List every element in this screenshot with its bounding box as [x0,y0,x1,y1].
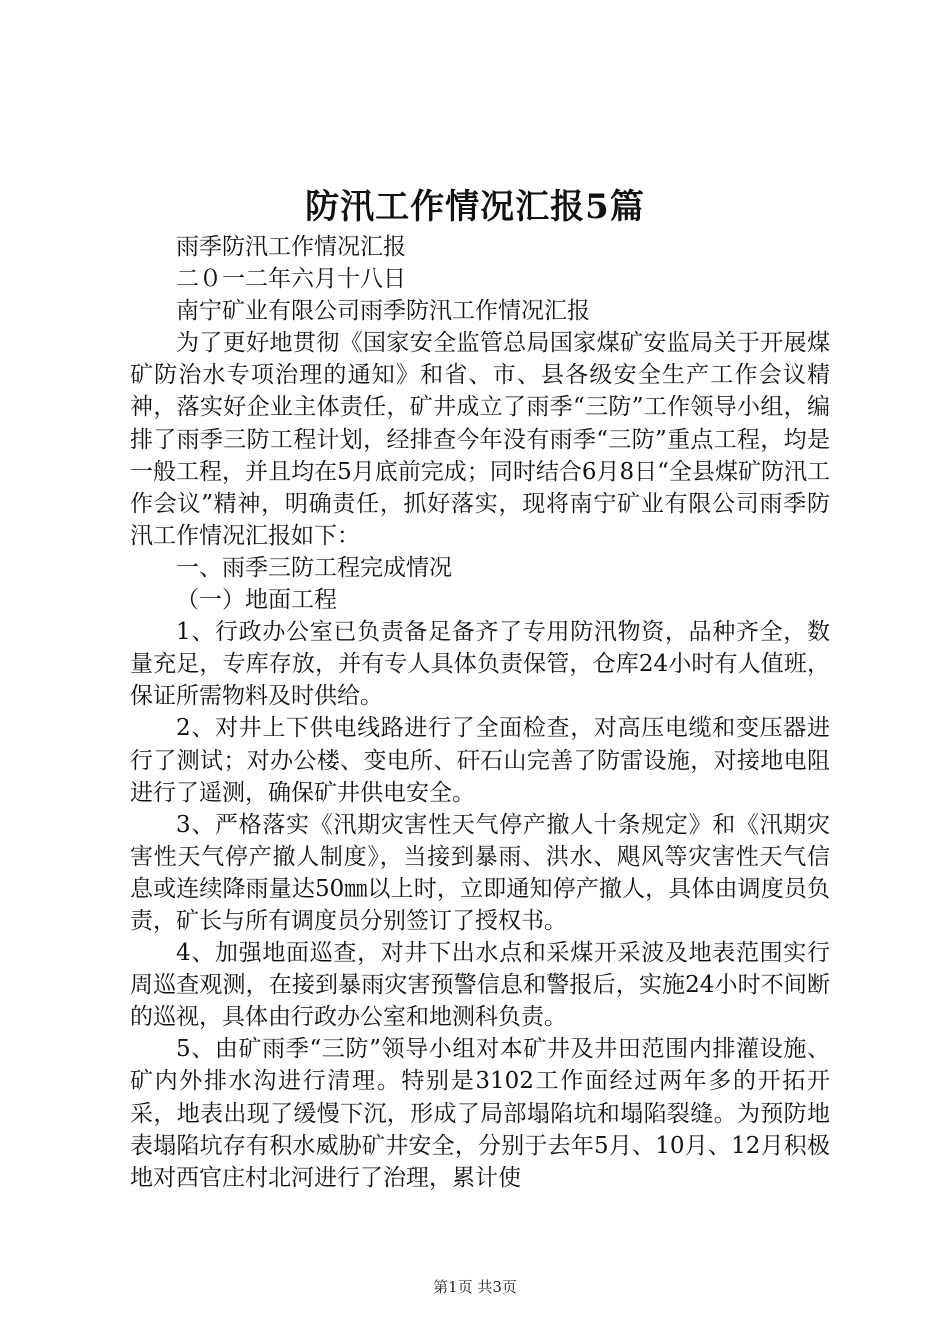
document-body [130,231,830,1194]
paragraph-item-4: 4、加强地面巡查，对井下出水点和采煤开采波及地表范围实行周巡查观测，在接到暴雨灾害预警信息和警报后，实施24小时不间断的巡视，具体由行政办公室和地测科负责。 [130,940,830,1031]
page-number-footer: 第1页 共3页 [433,1278,517,1296]
paragraph-intro: 为了更好地贯彻《国家安全监管总局国家煤矿安监局关于开展煤矿防治水专项治理的通知》和省、市、县各级安全生产工作会议精神，落实好企业主体责任，矿井成立了雨季“三防”工作领导小组，编排了雨季三防工程计划，经排查今年没有雨季“三防”重点工程，均是一般工程，并且均在5月底前完成；同时结合6月8日“全县煤矿防汛工作会议”精神，明确责任，抓好落实，现将南宁矿业有限公司雨季防汛工作情况汇报如下： [130,330,830,549]
paragraph-report-heading: 南宁矿业有限公司雨季防汛工作情况汇报 [176,298,590,325]
subsection-heading-1: （一）地面工程 [176,587,337,614]
paragraph-item-1: 1、行政办公室已负责备足备齐了专用防汛物资，品种齐全，数量充足，专库存放，并有专人具体负责保管，仓库24小时有人值班，保证所需物料及时供给。 [130,619,830,710]
section-heading-1: 一、雨季三防工程完成情况 [176,554,452,581]
paragraph-subtitle: 雨季防汛工作情况汇报 [176,234,406,260]
paragraph-date: 二０一二年六月十八日 [176,266,406,293]
paragraph-item-3: 3、严格落实《汛期灾害性天气停产撤人十条规定》和《汛期灾害性天气停产撤人制度》，当接到暴雨、洪水、飓风等灾害性天气信息或连续降雨量达50㎜以上时，立即通知停产撤人，具体由调度员负责，矿长与所有调度员分别签订了授权书。 [130,811,830,934]
document-title: 防汛工作情况汇报5篇 [305,187,645,227]
paragraph-item-5: 5、由矿雨季“三防”领导小组对本矿井及井田范围内排灌设施、矿内外排水沟进行清理。特别是3102工作面经过两年多的开拓开采，地表出现了缓慢下沉，形成了局部塌陷坑和塌陷裂缝。为预防地表塌陷坑存有积水威胁矿井安全，分别于去年5月、10月、12月积极地对西官庄村北河进行了治理，累计使 [130,1036,830,1191]
paragraph-item-2: 2、对井上下供电线路进行了全面检查，对高压电缆和变压器进行了测试；对办公楼、变电所、矸石山完善了防雷设施，对接地电阻进行了遥测，确保矿井供电安全。 [130,715,830,806]
